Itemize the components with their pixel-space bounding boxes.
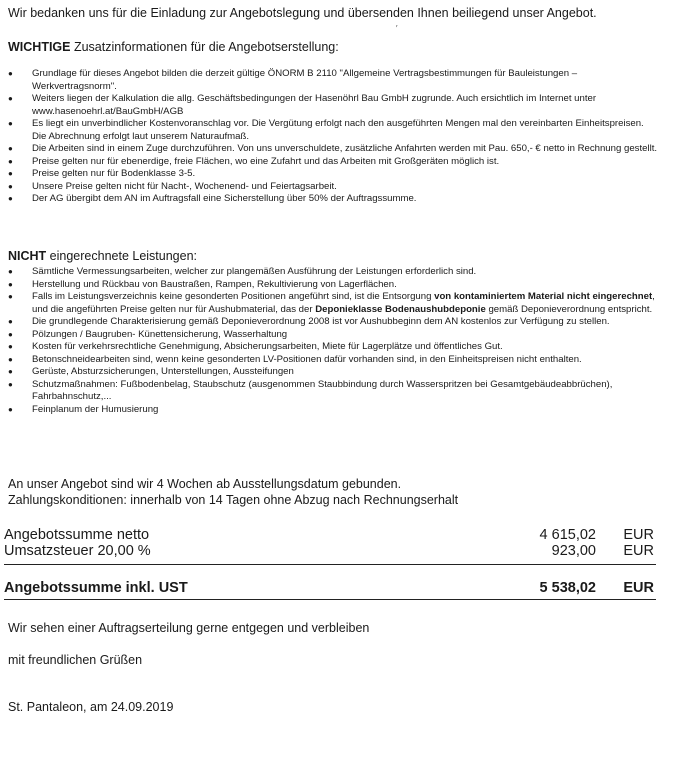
- currency-label: EUR: [623, 543, 654, 559]
- list-item: [8, 118, 658, 143]
- bullet-icon: ●: [8, 169, 13, 178]
- bullet-icon: ●: [8, 194, 13, 203]
- terms-block: [8, 476, 458, 508]
- info-heading-text: Zusatzinformationen für die Angebotserstellung:: [70, 40, 339, 54]
- vat-row: [4, 543, 656, 561]
- list-item-text: Preise gelten nur für ebenerdige, freie Flächen, wo eine Zufahrt und das Arbeiten mit Großgeräten möglich ist.: [32, 155, 500, 167]
- bullet-icon: ●: [8, 181, 13, 191]
- currency-label: EUR: [623, 527, 654, 543]
- bullet-icon: ●: [8, 379, 13, 389]
- intro-text: Wir bedanken uns für die Einladung zur Angebotslegung und übersenden Ihnen beiliegend unser Angebot.: [8, 6, 597, 20]
- list-item-text: Es liegt ein unverbindlicher Kostenvoranschlag vor. Die Vergütung erfolgt nach den ausgeführten Mengen mal den vereinbarten Einheitspreisen. Die Abrechnung erfolgt laut unserem Naturaufmaß.: [32, 118, 644, 142]
- bullet-icon: ●: [8, 342, 13, 351]
- vat-label: Umsatzsteuer 20,00 %: [4, 543, 151, 559]
- bullet-icon: ●: [8, 329, 13, 339]
- bullet-icon: ●: [8, 292, 13, 301]
- list-item: [8, 193, 658, 206]
- list-item: [8, 404, 658, 417]
- bullet-icon: ●: [8, 279, 13, 289]
- list-item: [8, 68, 658, 93]
- net-sum-value: 4 615,02: [539, 527, 596, 543]
- bullet-icon: ●: [8, 404, 13, 414]
- list-item: [8, 379, 658, 404]
- info-heading-bold: WICHTIGE: [8, 40, 71, 54]
- bullet-icon: ●: [8, 267, 13, 276]
- list-item-text: Preise gelten nur für Bodenklasse 3-5.: [32, 168, 196, 179]
- divider: [4, 564, 656, 565]
- list-item: [8, 341, 658, 354]
- greeting-text: mit freundlichen Grüßen: [8, 653, 143, 667]
- place-date: St. Pantaleon, am 24.09.2019: [8, 700, 174, 714]
- list-item-text: Kosten für verkehrsrechtliche Genehmigung, Absicherungsarbeiten, Miete für Lagerplätze und öffentliches Gut.: [32, 341, 503, 352]
- list-item-text: Unsere Preise gelten nicht für Nacht-, Wochenend- und Feiertagsarbeit.: [32, 180, 337, 192]
- bullet-icon: ●: [8, 94, 13, 103]
- list-item: [8, 316, 658, 329]
- list-item-bold-part: Deponieklasse Bodenaushubdeponie: [315, 303, 486, 315]
- bullet-icon: ●: [8, 144, 13, 153]
- bullet-icon: ●: [8, 367, 13, 376]
- list-item-text: Weiters liegen der Kalkulation die allg. Geschäftsbedingungen der Hasenöhrl Bau GmbH zugrunde. Auch ersichtlich im Internet unter www.hasenoehrl.at/BauGmbH/AGB: [32, 93, 597, 117]
- excluded-list: [8, 266, 658, 416]
- list-item: [8, 291, 658, 316]
- excluded-heading: [8, 249, 197, 263]
- list-item: [8, 266, 658, 279]
- info-heading: [8, 40, 339, 54]
- bullet-icon: ●: [8, 69, 13, 78]
- excluded-heading-bold: NICHT: [8, 249, 47, 263]
- list-item-text-part: , und die angeführten Preise gelten nur für Aushubmaterial, das der: [32, 291, 655, 315]
- total-sum-label: Angebotssumme inkl. UST: [4, 580, 188, 596]
- payment-terms: Zahlungskonditionen: innerhalb von 14 Tagen ohne Abzug nach Rechnungserhalt: [8, 493, 459, 507]
- bullet-icon: ●: [8, 317, 13, 326]
- list-item-text: Grundlage für dieses Angebot bilden die derzeit gültige ÖNORM B 2110 "Allgemeine Vertragsbestimmungen für Bauleistungen – Werkvertragsnorm".: [32, 68, 578, 92]
- info-list: [8, 68, 658, 206]
- bullet-icon: ●: [8, 119, 13, 128]
- list-item-text-part: gemäß Deponieverordnung entspricht.: [485, 303, 653, 315]
- vat-value: 923,00: [551, 543, 596, 559]
- bullet-icon: ●: [8, 354, 13, 364]
- list-item-text: Die Arbeiten sind in einem Zuge durchzuführen. Von uns unverschuldete, zusätzliche Anfahrten werden mit Pau. 650,- € netto in Rechnung gestellt.: [32, 143, 658, 154]
- currency-label: EUR: [623, 580, 654, 596]
- list-item-text: Der AG übergibt dem AN im Auftragsfall eine Sicherstellung über 50% der Auftragssumme.: [32, 193, 417, 204]
- list-item-text: Gerüste, Absturzsicherungen, Unterstellungen, Aussteifungen: [32, 366, 294, 377]
- list-item-text: Die grundlegende Charakterisierung gemäß Deponieverordnung 2008 ist vor Aushubbeginn dem AN kostenlos zur Verfügung zu stellen.: [32, 316, 610, 327]
- list-item-text: Feinplanum der Humusierung: [32, 403, 159, 415]
- total-sum-value: 5 538,02: [539, 580, 596, 596]
- net-sum-label: Angebotssumme netto: [4, 527, 150, 543]
- divider: [4, 599, 656, 600]
- list-item: [8, 168, 658, 181]
- list-item-text: Schutzmaßnahmen: Fußbodenbelag, Staubschutz (ausgenommen Staubbindung durch Wasserspritzen bei Gesamtgebäudeabbrüchen), Fahrbahnschutz,...: [32, 378, 613, 402]
- list-item: [8, 279, 658, 292]
- list-item-text-part: Falls im Leistungsverzeichnis keine gesonderten Positionen angeführt sind, ist die Entsorgung: [32, 291, 435, 302]
- list-item: [8, 354, 658, 367]
- list-item: [8, 143, 658, 156]
- total-sum-row: [4, 580, 656, 598]
- scan-mark: ′: [396, 24, 398, 33]
- validity-text: An unser Angebot sind wir 4 Wochen ab Ausstellungsdatum gebunden.: [8, 477, 402, 491]
- list-item: [8, 181, 658, 194]
- list-item-text: Sämtliche Vermessungsarbeiten, welcher zur plangemäßen Ausführung der Leistungen erforderlich sind.: [32, 266, 477, 277]
- list-item-text: Herstellung und Rückbau von Baustraßen, Rampen, Rekultivierung von Lagerflächen.: [32, 278, 397, 290]
- closing-text: Wir sehen einer Auftragserteilung gerne entgegen und verbleiben: [8, 621, 370, 635]
- list-item: [8, 93, 658, 118]
- excluded-heading-text: eingerechnete Leistungen:: [46, 249, 198, 263]
- bullet-icon: ●: [8, 156, 13, 166]
- list-item-text: Pölzungen / Baugruben- Künettensicherung, Wasserhaltung: [32, 328, 288, 340]
- list-item: [8, 366, 658, 379]
- list-item-text: Betonschneidearbeiten sind, wenn keine gesonderten LV-Positionen dafür vorhanden sind, in den Einheitspreisen nicht enthalten.: [32, 353, 582, 365]
- list-item: [8, 156, 658, 169]
- list-item: [8, 329, 658, 342]
- list-item-bold-part: von kontaminiertem Material nicht eingerechnet: [434, 291, 653, 302]
